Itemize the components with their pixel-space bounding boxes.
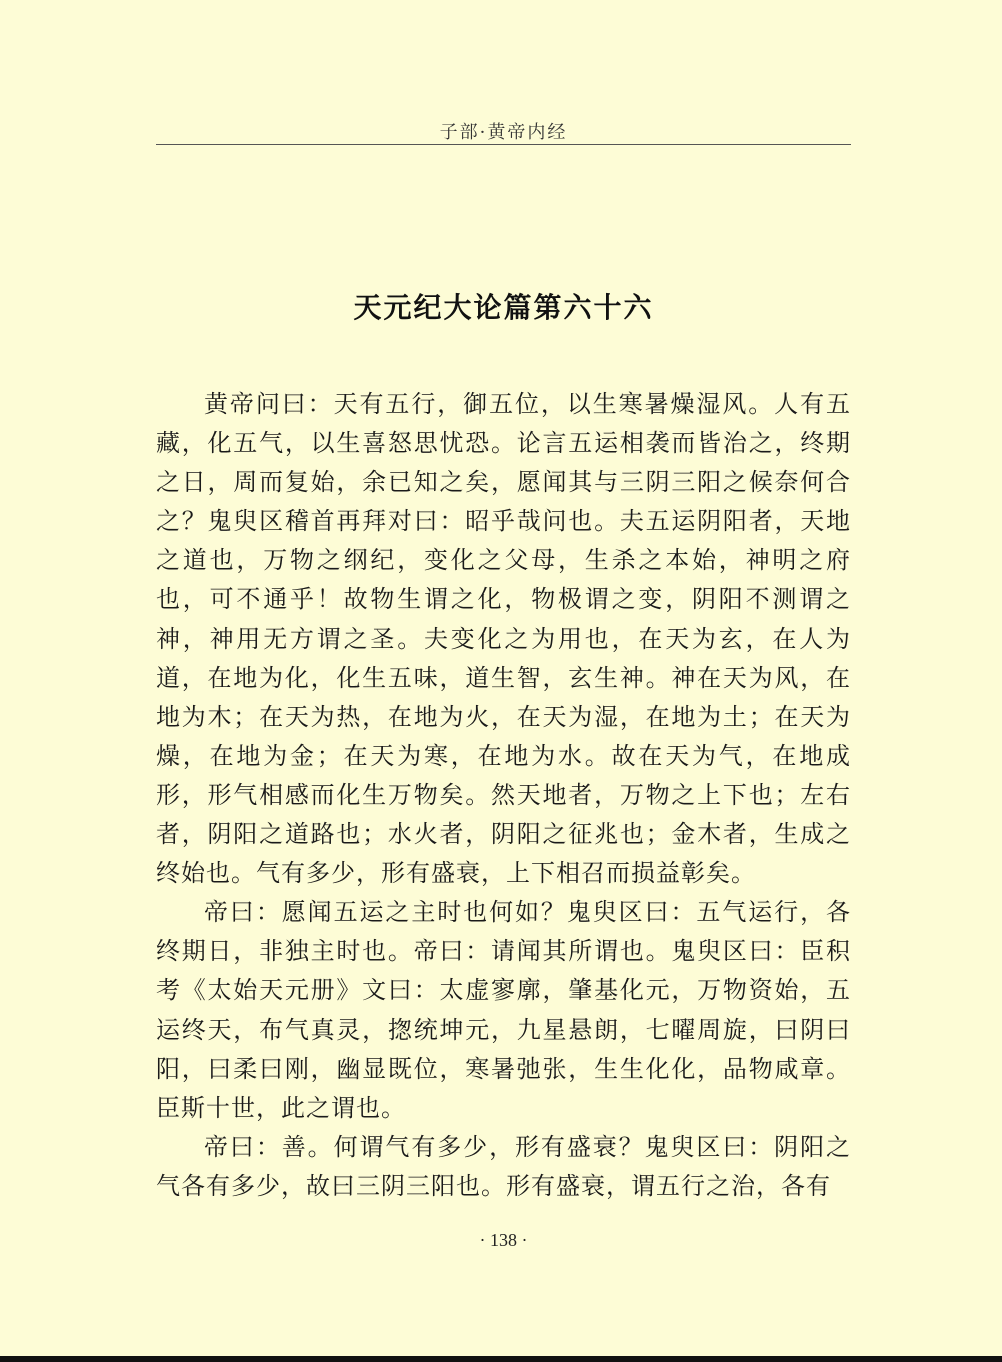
- page-number: · 138 ·: [479, 1230, 528, 1250]
- body-text: [156, 385, 851, 1206]
- paragraph-1: 黄帝问曰：天有五行，御五位，以生寒暑燥湿风。人有五藏，化五气，以生喜怒思忧恐。论言五运相袭而皆治之，终期之日，周而复始，余已知之矣，愿闻其与三阴三阳之候奈何合之？鬼臾区稽首再拜对曰：昭乎哉问也。夫五运阴阳者，天地之道也，万物之纲纪，变化之父母，生杀之本始，神明之府也，可不通乎！故物生谓之化，物极谓之变，阴阳不测谓之神，神用无方谓之圣。夫变化之为用也，在天为玄，在人为道，在地为化，化生五味，道生智，玄生神。神在天为风，在地为木；在天为热，在地为火，在天为湿，在地为土；在天为燥，在地为金；在天为寒，在地为水。故在天为气，在地成形，形气相感而化生万物矣。然天地者，万物之上下也；左右者，阴阳之道路也；水火者，阴阳之征兆也；金木者，生成之终始也。气有多少，形有盛衰，上下相召而损益彰矣。: [156, 390, 851, 888]
- paragraph-3: 帝曰：善。何谓气有多少，形有盛衰？鬼臾区曰：阴阳之气各有多少，故曰三阴三阳也。形有盛衰，谓五行之治，各有: [156, 1132, 851, 1200]
- bottom-edge-rule: [0, 1356, 1002, 1362]
- chapter-title: 天元纪大论篇第六十六: [353, 291, 654, 324]
- paragraph-2: 帝曰：愿闻五运之主时也何如？鬼臾区曰：五气运行，各终期日，非独主时也。帝曰：请闻其所谓也。鬼臾区曰：臣积考《太始天元册》文曰：太虚寥廓，肇基化元，万物资始，五运终天，布气真灵，揔统坤元，九星悬朗，七曜周旋，曰阴曰阳，曰柔曰刚，幽显既位，寒暑弛张，生生化化，品物咸章。臣斯十世，此之谓也。: [156, 898, 851, 1122]
- header-rule: [156, 144, 851, 145]
- running-header: 子部·黄帝内经: [439, 122, 568, 143]
